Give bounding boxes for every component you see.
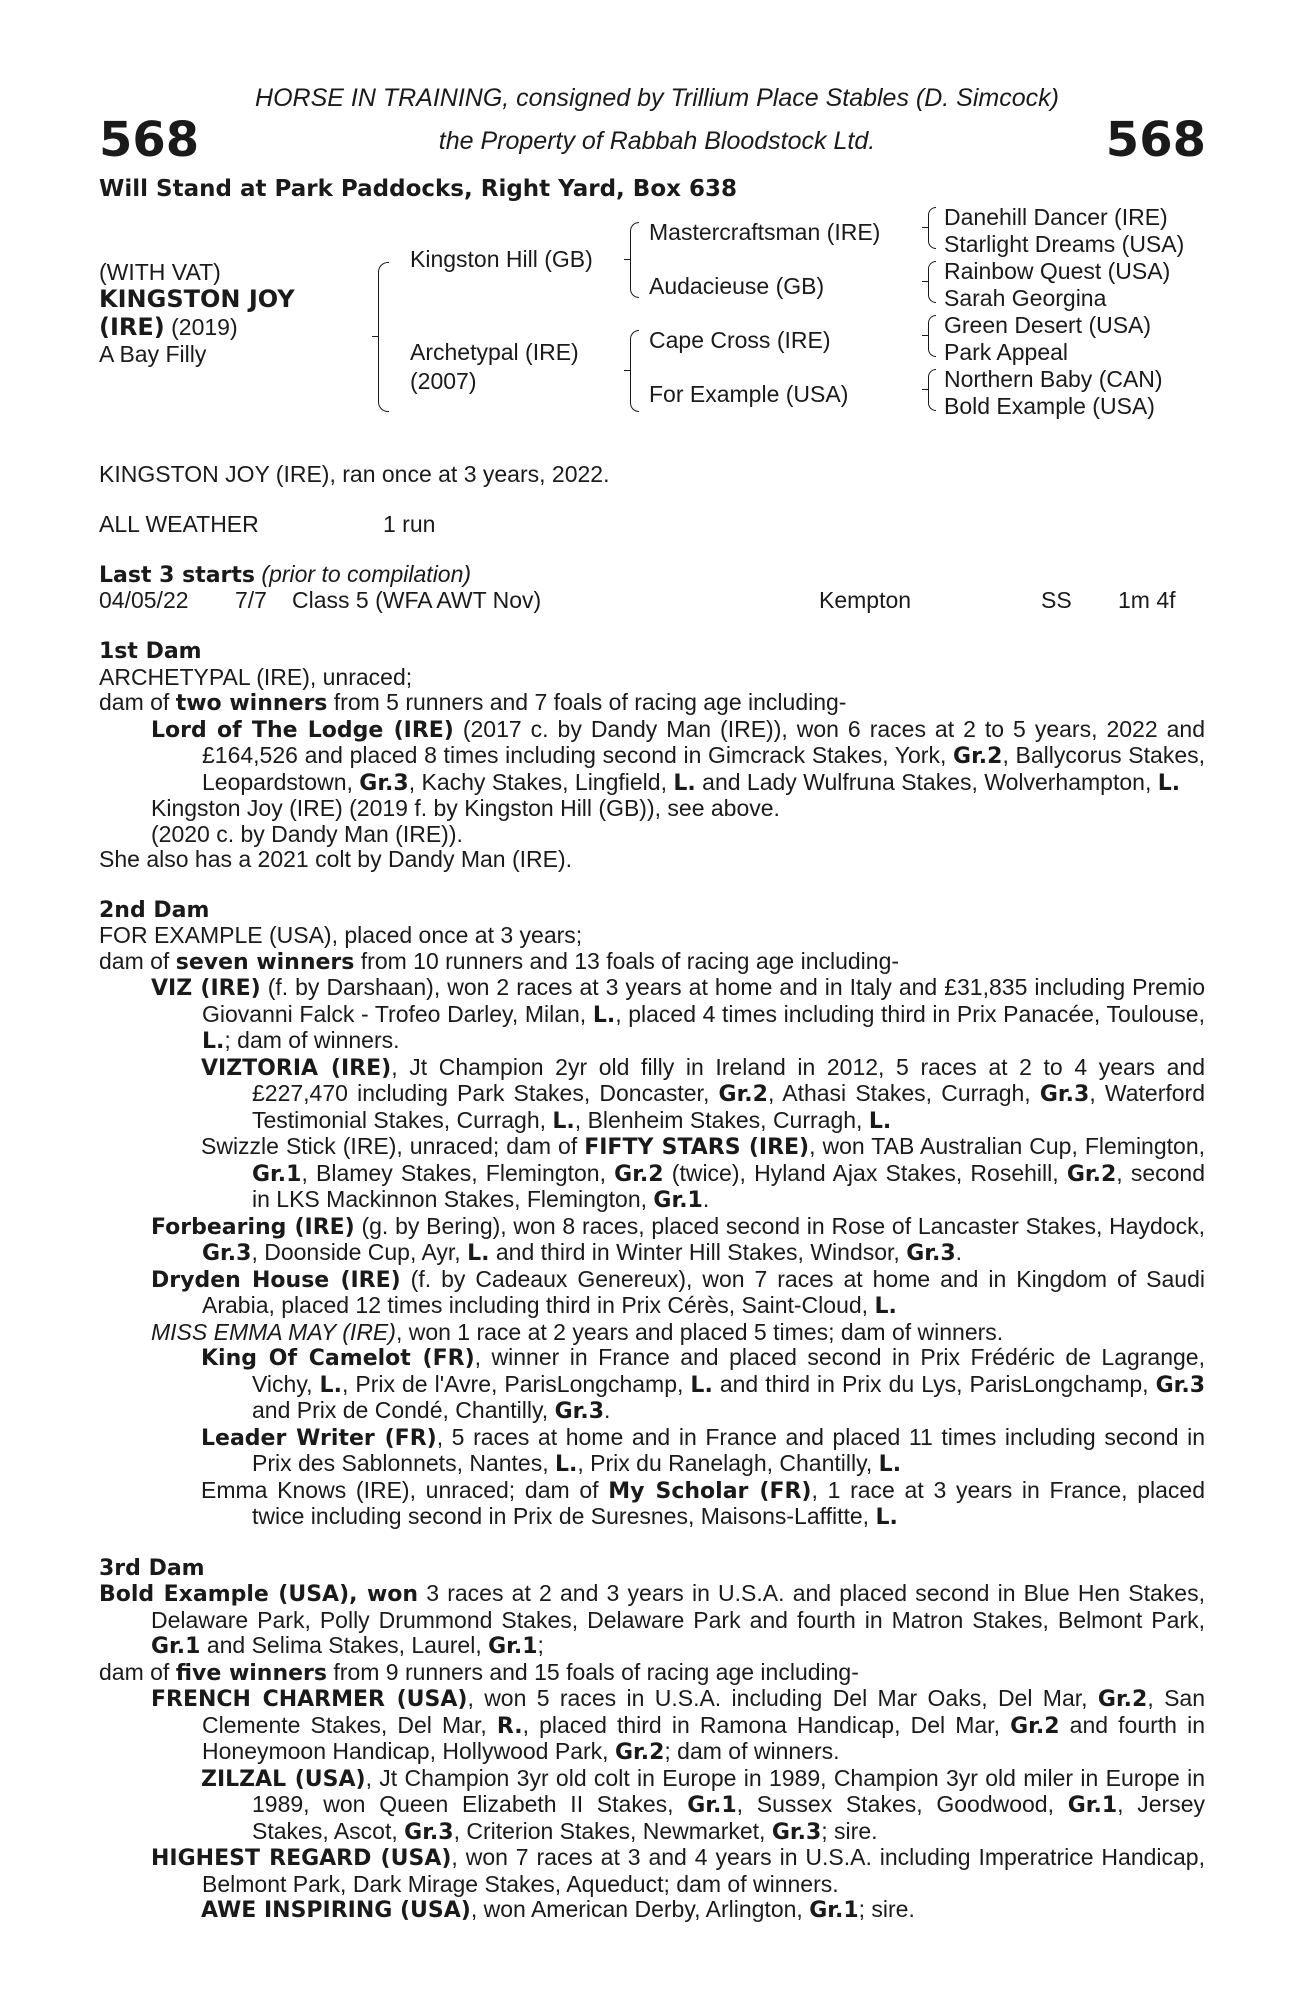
pedigree-brace-sire [630,222,639,298]
record-runs: 1 run [383,511,436,537]
dam2-swizzle-stick: Swizzle Stick (IRE), unraced; dam of FIFTY STARS (IRE), won TAB Australian Cup, Flemington, Gr.1, Blamey Stakes, Flemington, Gr.2 (twice), Hyland Ajax Stakes, Rosehill, Gr.2, second in LKS Mackinnon Stakes, Flemington, Gr.1. [201,1133,1206,1213]
dam2-miss-emma-may: MISS EMMA MAY (IRE), won 1 race at 2 years and placed 5 times; dam of winners. [151,1318,1004,1345]
dam1-dam-of: dam of two winners from 5 runners and 7 foals of racing age including- [99,689,847,716]
pedigree-dam: Archetypal (IRE) [410,339,579,365]
stand-location: Will Stand at Park Paddocks, Right Yard, Box 638 [99,176,737,202]
dam3-intro: Bold Example (USA), won 3 races at 2 and 3 years in U.S.A. and placed second in Blue Hen Stakes, Delaware Park, Polly Drummond Stakes, Delaware Park and fourth in Matron Stakes, Belmont Park, Gr.1 and Selima Stakes, Laurel, Gr.1; [99,1580,1205,1659]
pedigree-dam-year: (2007) [410,368,477,394]
horse-description: A Bay Filly [99,341,207,367]
pedigree-brace-g1-tip [922,227,928,228]
pedigree-sire: Kingston Hill (GB) [410,246,593,272]
horse-origin-year: (IRE) (2019) [99,313,238,341]
pedigree-brace-g4-tip [922,389,928,390]
race-date: 04/05/22 [99,587,189,613]
pedigree-brace-g2 [928,261,936,303]
lot-number-left: 568 [99,112,200,168]
dam3-french-charmer: FRENCH CHARMER (USA), won 5 races in U.S.A. including Del Mar Oaks, Del Mar, Gr.2, San Clemente Stakes, Del Mar, R., placed third in Ramona Handicap, Del Mar, Gr.2 and fourth in Honeymoon Handicap, Hollywood Park, Gr.2; dam of winners. [151,1685,1205,1765]
race-distance: 1m 4f [1118,587,1176,613]
family-sections [99,639,1205,1924]
dam2-leader-writer: Leader Writer (FR), 5 races at home and in France and placed 11 times including second in Prix des Sablonnets, Nantes, L., Prix du Ranelagh, Chantilly, L. [201,1423,1205,1477]
dam2-dam-of: dam of seven winners from 10 runners and 13 foals of racing age including- [99,947,900,975]
dam3-dam-of: dam of five winners from 9 runners and 15 foals of racing age including- [99,1658,859,1686]
pedigree-ggp-7: Northern Baby (CAN) [944,366,1163,392]
record-surface: ALL WEATHER [99,511,259,537]
pedigree-ggp-1: Danehill Dancer (IRE) [944,204,1168,230]
dam3-zilzal: ZILZAL (USA), Jt Champion 3yr old colt in Europe in 1989, Champion 3yr old miler in Europe in 1989, won Queen Elizabeth II Stakes, Gr.1, Sussex Stakes, Goodwood, Gr.1, Jersey Stakes, Ascot, Gr.3, Criterion Stakes, Newmarket, Gr.3; sire. [201,1764,1206,1845]
pedigree-sire-dam: Audacieuse (GB) [649,273,825,299]
lot-number-right: 568 [1105,112,1206,168]
pedigree-brace-main [378,262,389,412]
last-starts-heading: Last 3 starts (prior to compilation) [99,561,472,588]
dam1-progeny-2: Kingston Joy (IRE) (2019 f. by Kingston Hill (GB)), see above. [151,795,780,821]
vat-note: (WITH VAT) [99,259,221,285]
horse-name: KINGSTON JOY [99,285,295,313]
consignor-line: HORSE IN TRAINING, consigned by Trillium Place Stables (D. Simcock) [255,84,1059,112]
pedigree-brace-g4 [928,369,936,411]
dam2-dryden-house: Dryden House (IRE) (f. by Cadeaux Genereux), won 7 races at home and in Kingdom of Saudi Arabia, placed 12 times including third in Prix Cérès, Saint-Cloud, L. [151,1265,1205,1319]
record-summary: KINGSTON JOY (IRE), ran once at 3 years, 2022. [99,461,610,487]
property-line: the Property of Rabbah Bloodstock Ltd. [438,127,876,155]
dam2-forbearing: Forbearing (IRE) (g. by Bering), won 8 races, placed second in Rose of Lancaster Stakes, Haydock, Gr.3, Doonside Cup, Ayr, L. and third in Winter Hill Stakes, Windsor, Gr.3. [151,1212,1205,1266]
pedigree-dam-sire: Cape Cross (IRE) [649,327,831,353]
pedigree-ggp-4: Sarah Georgina [944,285,1107,311]
pedigree-ggp-6: Park Appeal [944,339,1069,365]
pedigree-brace-dam-tip [624,370,630,371]
dam1-heading: 1st Dam [99,639,202,664]
pedigree-brace-g1 [928,207,936,249]
dam2-viz: VIZ (IRE) (f. by Darshaan), won 2 races at 3 years at home and in Italy and £31,835 including Premio Giovanni Falck - Trofeo Darley, Milan, L., placed 4 times including third in Prix Panacée, Toulouse, L.; dam of winners. [151,974,1205,1054]
pedigree-ggp-5: Green Desert (USA) [944,312,1152,338]
dam3-awe-inspiring: AWE INSPIRING (USA), won American Derby, Arlington, Gr.1; sire. [201,1896,915,1923]
pedigree-brace-sire-tip [624,259,630,260]
pedigree-dam-dam: For Example (USA) [649,381,849,407]
dam3-highest-regard: HIGHEST REGARD (USA), won 7 races at 3 and 4 years in U.S.A. including Imperatrice Handicap, Belmont Park, Dark Mirage Stakes, Aqueduct; dam of winners. [151,1844,1205,1897]
dam2-king-of-camelot: King Of Camelot (FR), winner in France and placed second in Prix Frédéric de Lagrange, Vichy, L., Prix de l'Avre, ParisLongchamp, L. and third in Prix du Lys, ParisLongchamp, Gr.3 and Prix de Condé, Chantilly, Gr.3. [201,1344,1205,1424]
pedigree-brace-g3-tip [922,335,928,336]
dam1-progeny-3: (2020 c. by Dandy Man (IRE)). [151,820,463,847]
pedigree-brace-g3 [928,315,936,357]
pedigree-brace-tip [372,336,378,337]
dam2-intro: FOR EXAMPLE (USA), placed once at 3 years; [99,922,583,948]
pedigree-brace-g2-tip [922,281,928,282]
dam3-heading: 3rd Dam [99,1555,205,1581]
pedigree-ggp-3: Rainbow Quest (USA) [944,258,1171,284]
race-going: SS [1041,587,1072,613]
pedigree-sire-sire: Mastercraftsman (IRE) [649,219,881,245]
dam1-progeny-1: Lord of The Lodge (IRE) (2017 c. by Dandy Man (IRE)), won 6 races at 2 to 5 years, 2022 and £164,526 and placed 8 times including second in Gimcrack Stakes, York, Gr.2, Ballycorus Stakes, Leopardstown, Gr.3, Kachy Stakes, Lingfield, L. and Lady Wulfruna Stakes, Wolverhampton, L. [151,715,1205,796]
pedigree-brace-dam [630,330,639,412]
race-course: Kempton [819,587,912,613]
race-class: Class 5 (WFA AWT Nov) [292,587,542,613]
race-row [0,587,1314,615]
dam2-heading: 2nd Dam [99,897,210,923]
dam1-progeny-4: She also has a 2021 colt by Dandy Man (IRE). [99,846,573,872]
dam2-viztoria: VIZTORIA (IRE), Jt Champion 2yr old filly in Ireland in 2012, 5 races at 2 to 4 years and £227,470 including Park Stakes, Doncaster, Gr.2, Athasi Stakes, Curragh, Gr.3, Waterford Testimonial Stakes, Curragh, L., Blenheim Stakes, Curragh, L. [201,1053,1205,1134]
dam2-emma-knows: Emma Knows (IRE), unraced; dam of My Scholar (FR), 1 race at 3 years in France, placed twice including second in Prix de Suresnes, Maisons-Laffitte, L. [201,1476,1205,1530]
dam1-intro: ARCHETYPAL (IRE), unraced; [99,663,413,690]
pedigree-ggp-2: Starlight Dreams (USA) [944,231,1185,257]
race-position: 7/7 [235,587,267,613]
pedigree-ggp-8: Bold Example (USA) [944,393,1155,419]
